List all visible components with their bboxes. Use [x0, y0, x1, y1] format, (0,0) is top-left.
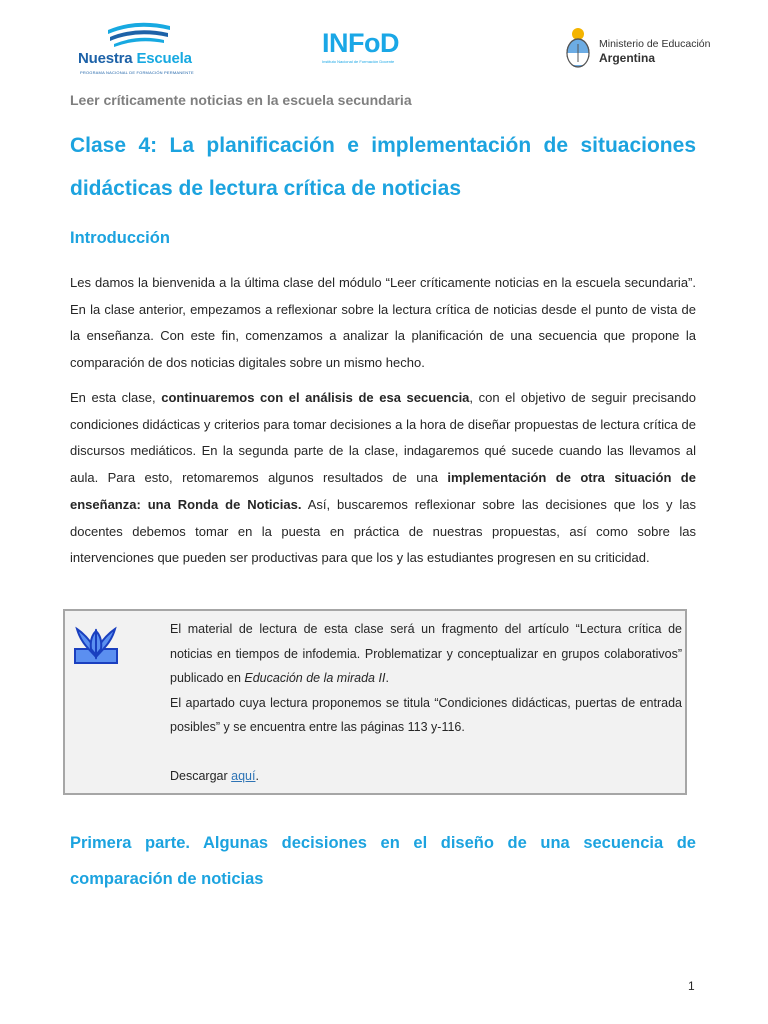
infod-subtitle: Instituto Nacional de Formación Docente [322, 59, 395, 64]
intro-heading: Introducción [70, 229, 170, 247]
reading-material-callout [63, 609, 687, 795]
infod-wordmark: INFoD [322, 28, 399, 58]
coat-of-arms-icon [562, 26, 594, 70]
open-book-icon [73, 621, 119, 667]
intro-paragraph-1: Les damos la bienvenida a la última clase del módulo “Leer críticamente noticias en la escuela secundaria”. En la clase anterior, empezamos a reflexionar sobre la lectura crítica de noticias desde el punto de vista de la enseñanza. Con este fin, comenzamos a analizar la planificación de una secuencia que propone la comparación de dos noticias digitales sobre un mismo hecho. [70, 275, 696, 371]
course-title: Leer críticamente noticias en la escuela secundaria [70, 92, 412, 108]
callout-text [170, 617, 682, 789]
wave-icon [106, 20, 172, 48]
nuestra-escuela-subtitle: PROGRAMA NACIONAL DE FORMACIÓN PERMANENTE [80, 70, 194, 75]
ministerio-country: Argentina [599, 51, 656, 65]
callout-line-1: El material de lectura de esta clase será un fragmento del artículo “Lectura crítica de noticias en tiempos de infodemia. Problematizar y conceptualizar en grupos colaborativos” publicado en Educación de la mirada II. [170, 622, 682, 685]
nuestra-escuela-wordmark: Nuestra Escuela [78, 50, 192, 67]
ministerio-logo [562, 26, 712, 72]
infod-logo [322, 28, 432, 68]
part-one-heading: Primera parte. Algunas decisiones en el diseño de una secuencia de comparación de noticias [70, 834, 696, 888]
nuestra-escuela-logo [78, 20, 196, 76]
intro-paragraph-2: En esta clase, continuaremos con el análisis de esa secuencia, con el objetivo de seguir precisando condiciones didácticas y criterios para tomar decisiones a la hora de diseñar propuestas de lectura crítica de discursos mediáticos. En la segunda parte de la clase, indagaremos qué sucede cuando las llevamos al aula. Para esto, retomaremos algunos resultados de una implementación de otra situación de enseñanza: una Ronda de Noticias. Así, buscaremos reflexionar sobre las decisiones que los y las docentes debemos tomar en la puesta en práctica de nuestras propuestas, así como sobre las intervenciones que pueden ser productivas para que los y las estudiantes progresen en su criticidad. [70, 390, 697, 566]
callout-line-2: El apartado cuya lectura proponemos se titula “Condiciones didácticas, puertas de entrada posibles” y se encuentra entre las páginas 113 y-116. [170, 695, 682, 734]
ministerio-name: Ministerio de Educación [599, 38, 711, 50]
page-number: 1 [688, 979, 695, 993]
download-link[interactable]: aquí [231, 769, 256, 783]
download-line: Descargar aquí. [170, 769, 259, 783]
class-title: Clase 4: La planificación e implementación de situaciones didácticas de lectura crítica de noticias [70, 134, 696, 200]
